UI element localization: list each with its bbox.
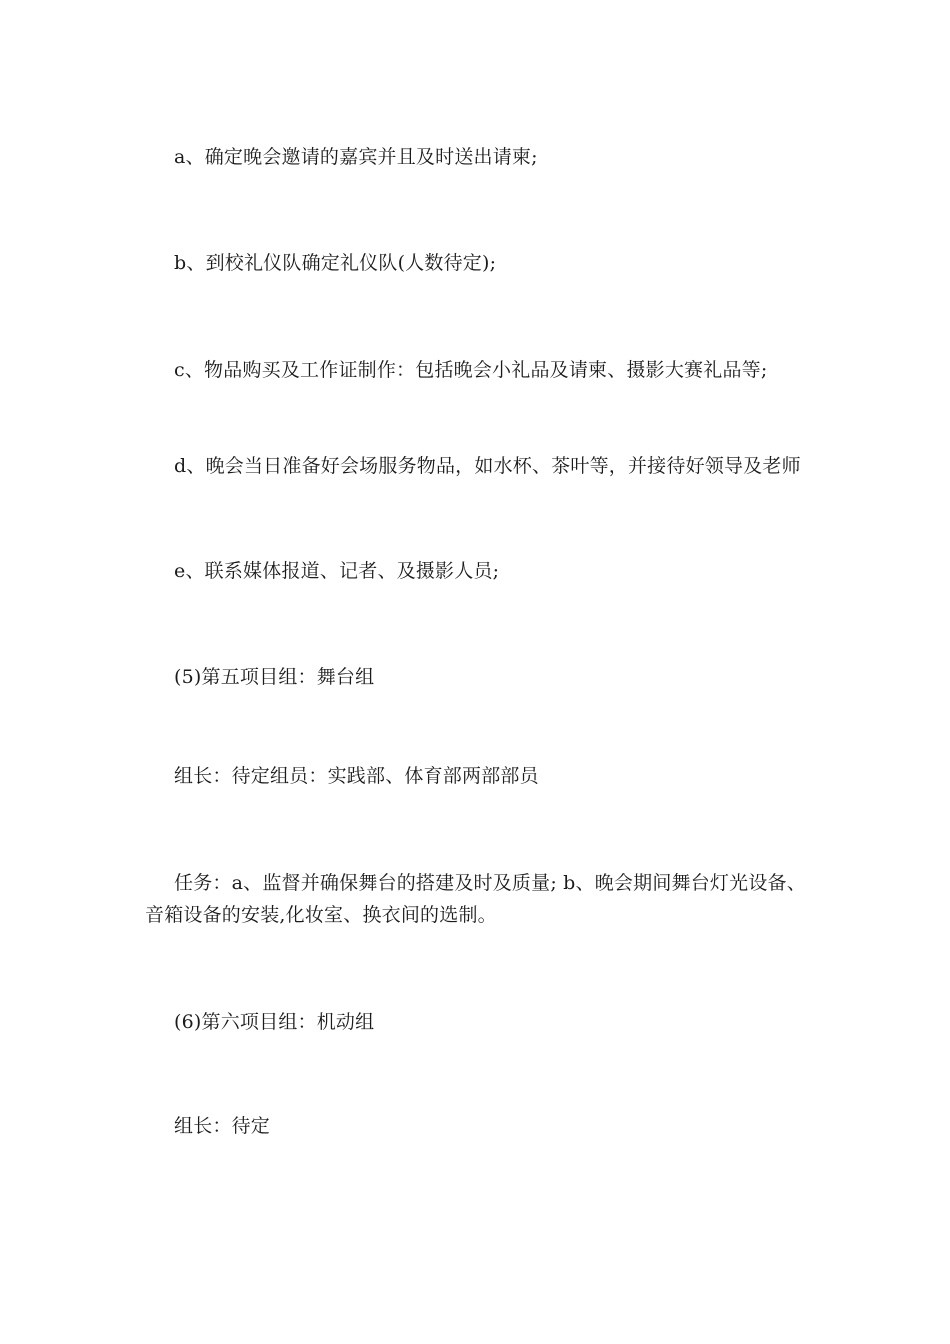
paragraph-task-d: d、晚会当日准备好会场服务物品，如水杯、茶叶等，并接待好领导及老师 — [174, 455, 801, 477]
paragraph-task-a: a、确定晚会邀请的嘉宾并且及时送出请柬; — [174, 146, 538, 168]
paragraph-task-b: b、到校礼仪队确定礼仪队(人数待定); — [174, 252, 497, 274]
paragraph-task-c: c、物品购买及工作证制作：包括晚会小礼品及请柬、摄影大赛礼品等; — [174, 359, 768, 381]
paragraph-stage-group-members: 组长：待定组员：实践部、体育部两部部员 — [174, 765, 539, 787]
paragraph-mobile-group-leader: 组长：待定 — [174, 1115, 271, 1137]
paragraph-stage-group-tasks: 任务：a、监督并确保舞台的搭建及时及质量; b、晚会期间舞台灯光设备、音箱设备的安装,化妆室、换衣间的选制。 — [145, 872, 806, 926]
section-heading-mobile-group: (6)第六项目组：机动组 — [174, 1011, 375, 1033]
paragraph-task-e: e、联系媒体报道、记者、及摄影人员; — [174, 560, 500, 582]
section-heading-stage-group: (5)第五项目组：舞台组 — [174, 666, 375, 688]
